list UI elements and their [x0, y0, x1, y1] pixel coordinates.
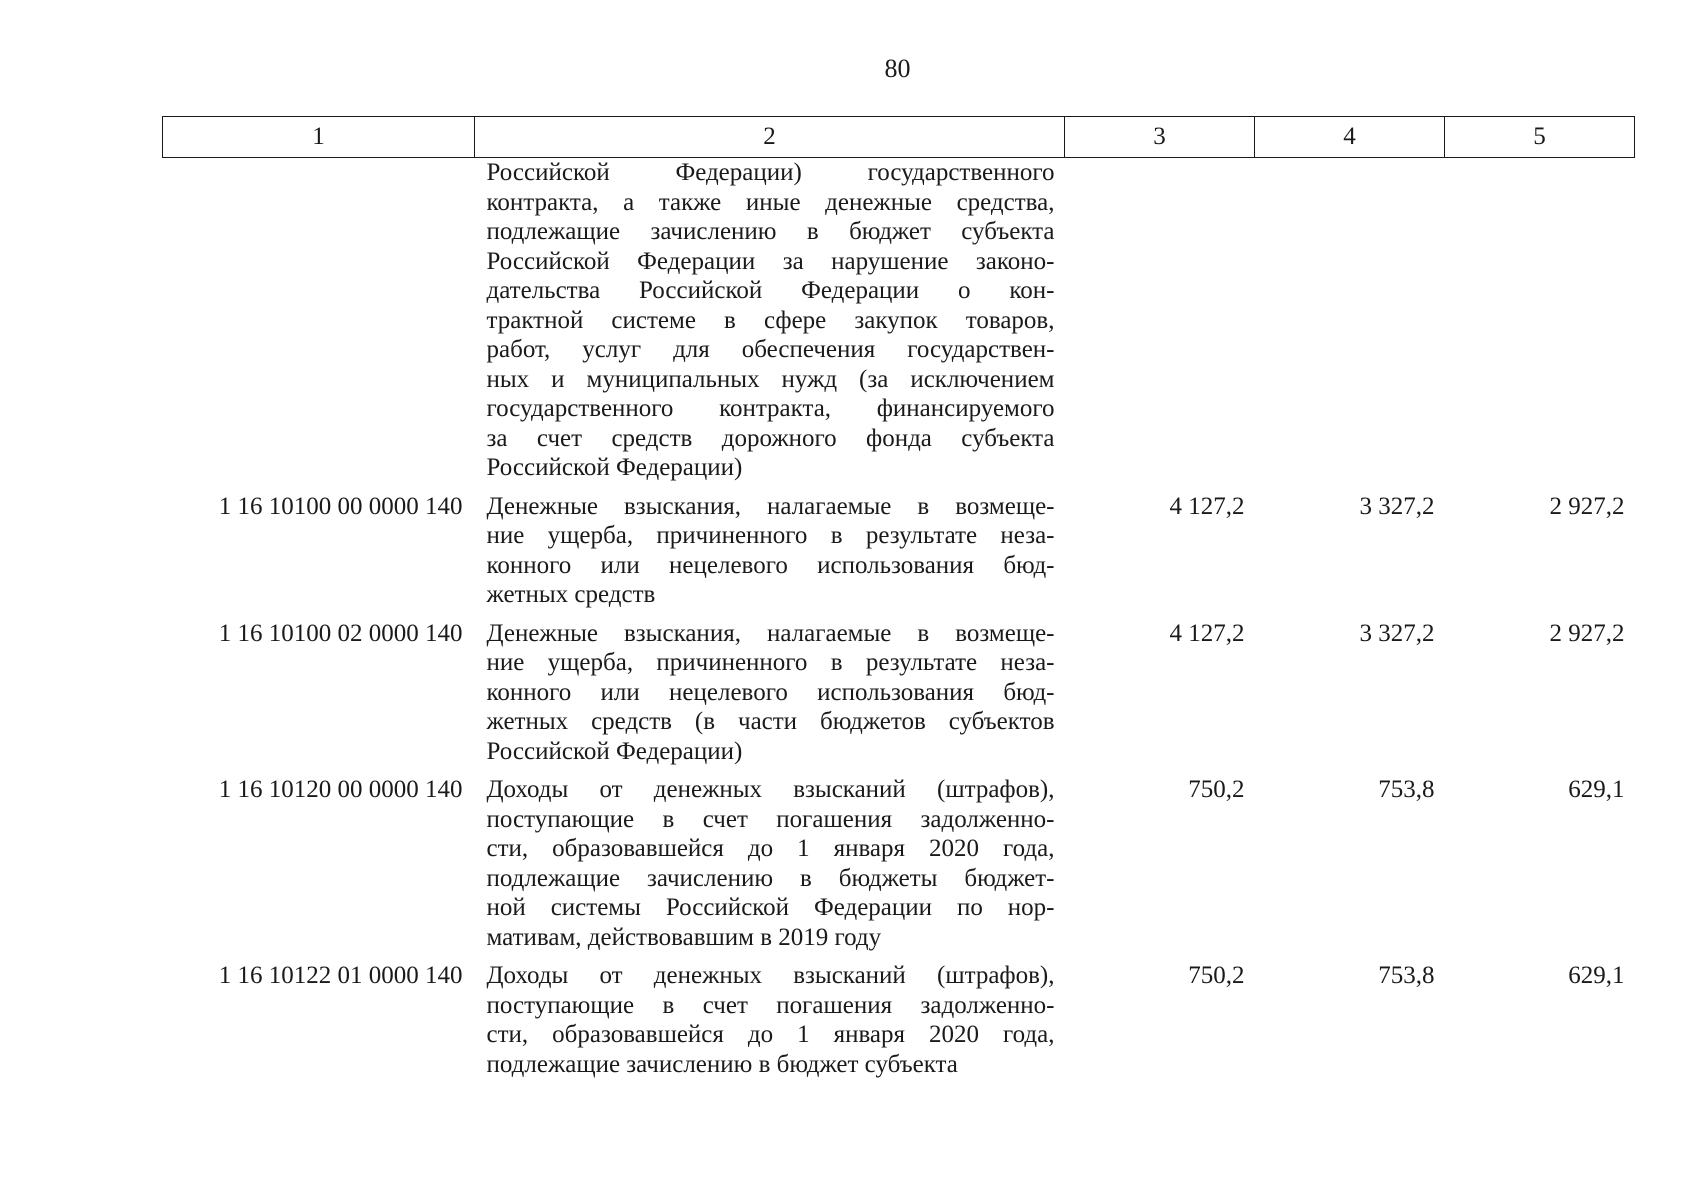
description-line: ние ущерба, причиненного в результате неза-	[486, 522, 1055, 549]
amount-col-5: 2 927,2	[1549, 492, 1625, 520]
amount-col-4: 753,8	[1378, 962, 1435, 989]
amount-col-3: 4 127,2	[1169, 619, 1245, 647]
table-row	[163, 775, 1635, 961]
income-description	[475, 619, 1065, 776]
description-line: за счет средств дорожного фонда субъекта	[486, 424, 1055, 452]
amount-col-4: 3 327,2	[1359, 619, 1435, 647]
income-description	[475, 492, 1065, 619]
amount-col-3: 750,2	[1188, 776, 1245, 803]
table-row	[163, 492, 1635, 619]
header-col-1: 1	[163, 117, 475, 158]
amount-col-5: 629,1	[1568, 962, 1625, 989]
amount-col-4: 753,8	[1378, 776, 1435, 803]
amount-col-5: 629,1	[1568, 776, 1625, 803]
description-line: трактной системе в сфере закупок товаров,	[486, 306, 1055, 334]
description-line: Российской Федерации за нарушение законо-	[486, 247, 1055, 275]
description-line: Доходы от денежных взысканий (штрафов),	[486, 776, 1055, 803]
budget-code	[163, 158, 475, 492]
table-row	[163, 158, 1635, 492]
description-line: работ, услуг для обеспечения государствен-	[486, 336, 1055, 363]
income-description	[475, 775, 1065, 961]
amount-col-4	[1255, 158, 1445, 492]
amount-col-4: 3 327,2	[1359, 492, 1435, 520]
amount-col-3: 750,2	[1188, 962, 1245, 989]
budget-code: 1 16 10100 00 0000 140	[218, 492, 463, 520]
header-row	[163, 117, 1635, 158]
table-row	[163, 961, 1635, 1088]
description-line: дательства Российской Федерации о кон-	[486, 277, 1055, 304]
description-line: Денежные взыскания, налагаемые в возмеще-	[486, 619, 1055, 647]
description-line: ной системы Российской Федерации по нор-	[486, 894, 1055, 921]
amount-col-3	[1065, 158, 1255, 492]
amount-col-5: 2 927,2	[1549, 619, 1625, 647]
description-line: подлежащие зачислению в бюджет субъекта	[486, 1050, 958, 1078]
description-line: Российской Федерации)	[486, 454, 743, 481]
budget-code: 1 16 10122 01 0000 140	[218, 962, 463, 989]
description-line: мативам, действовавшим в 2019 году	[486, 923, 882, 951]
description-line: сти, образовавшейся до 1 января 2020 года,	[486, 835, 1055, 862]
description-line: Доходы от денежных взысканий (штрафов),	[486, 962, 1055, 989]
description-line: сти, образовавшейся до 1 января 2020 года,	[486, 1021, 1055, 1048]
header-col-5: 5	[1445, 117, 1635, 158]
description-line: конного или нецелевого использования бюд-	[486, 678, 1055, 706]
description-line: подлежащие зачислению в бюджет субъекта	[486, 218, 1055, 245]
table-body	[163, 158, 1635, 1089]
revenue-table	[162, 116, 1635, 1088]
table-header	[163, 117, 1635, 158]
description-line: поступающие в счет погашения задолженно-	[486, 805, 1055, 833]
description-line: жетных средств	[486, 581, 656, 608]
table-row	[163, 619, 1635, 776]
header-col-2: 2	[475, 117, 1065, 158]
description-line: жетных средств (в части бюджетов субъектов	[486, 708, 1055, 735]
description-line: конного или нецелевого использования бюд-	[486, 551, 1055, 579]
description-line: государственного контракта, финансируемого	[486, 395, 1055, 422]
budget-code: 1 16 10120 00 0000 140	[218, 776, 463, 803]
description-line: подлежащие зачислению в бюджеты бюджет-	[486, 864, 1055, 892]
header-col-4: 4	[1255, 117, 1445, 158]
income-description	[475, 158, 1065, 492]
amount-col-3: 4 127,2	[1169, 492, 1245, 520]
description-line: Денежные взыскания, налагаемые в возмеще-	[486, 492, 1055, 520]
description-line: Российской Федерации)	[486, 737, 743, 765]
description-line: поступающие в счет погашения задолженно-	[486, 991, 1055, 1019]
budget-code: 1 16 10100 02 0000 140	[218, 619, 463, 647]
description-line: ных и муниципальных нужд (за исключением	[486, 365, 1055, 393]
description-line: контракта, а также иные денежные средства,	[486, 188, 1055, 216]
income-description	[475, 961, 1065, 1088]
description-line: ние ущерба, причиненного в результате неза-	[486, 649, 1055, 676]
amount-col-5	[1445, 158, 1635, 492]
description-line: Российской Федерации) государственного	[486, 159, 1055, 186]
header-col-3: 3	[1065, 117, 1255, 158]
page-number: 80	[884, 54, 911, 83]
